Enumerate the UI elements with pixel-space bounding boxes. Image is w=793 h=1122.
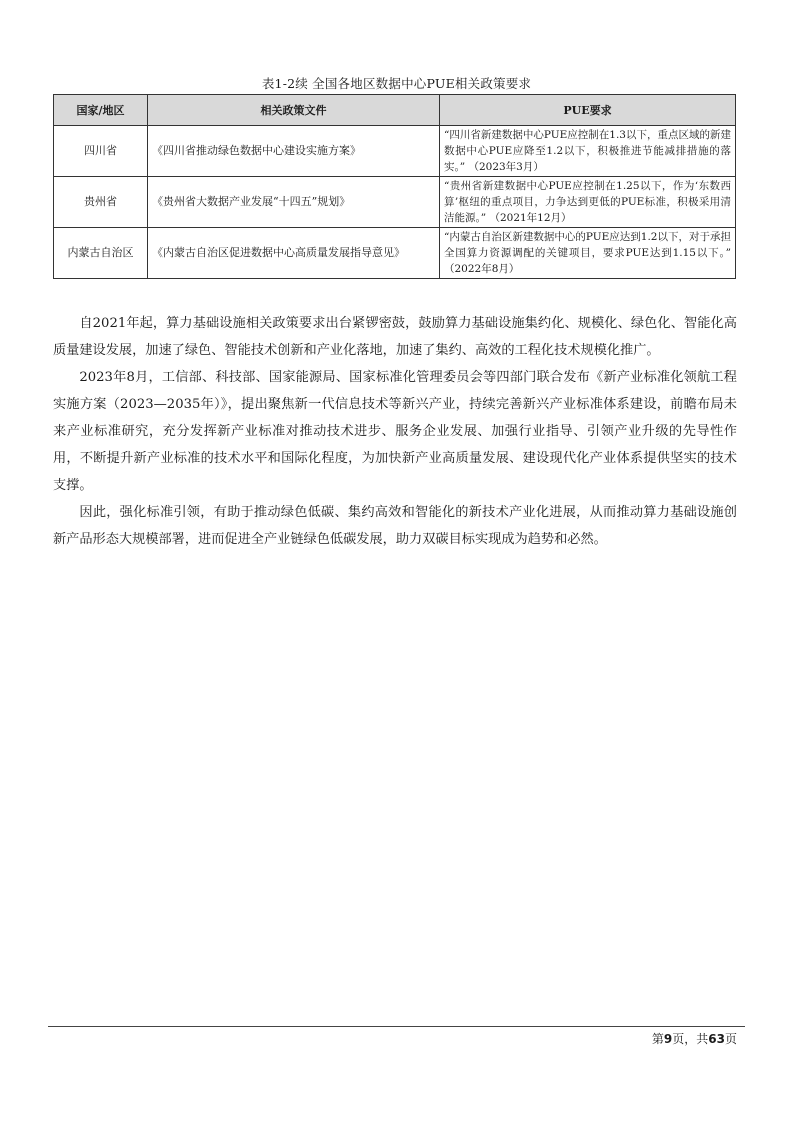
page-footer: [652, 1030, 737, 1047]
region-cell: 内蒙古自治区: [54, 228, 148, 279]
region-cell: 四川省: [54, 126, 148, 177]
paragraph: 自2021年起，算力基础设施相关政策要求出台紧锣密鼓，鼓励算力基础设施集约化、规模化、绿色化、智能化高质量建设发展，加速了绿色、智能技术创新和产业化落地，加速了集约、高效的工程化技术规模化推广。: [53, 316, 737, 358]
paragraph: 2023年8月，工信部、科技部、国家能源局、国家标准化管理委员会等四部门联合发布《新产业标准化领航工程实施方案（2023—2035年）》，提出聚焦新一代信息技术等新兴产业，持续完善新兴产业标准体系建设，前瞻布局未来产业标准研究，充分发挥新产业标准对推动技术进步、服务企业发展、加强行业指导、引领产业升级的先导性作用，不断提升新产业标准的技术水平和国际化程度，为加快新产业高质量发展、建设现代化产业体系提供坚实的技术支撑。: [53, 370, 737, 493]
table-caption: 表1-2续 全国各地区数据中心PUE相关政策要求: [261, 76, 532, 91]
header-requirement: PUE要求: [440, 95, 736, 126]
header-document: 相关政策文件: [148, 95, 440, 126]
document-cell: 《贵州省大数据产业发展“十四五”规划》: [148, 177, 440, 228]
table-row: [54, 228, 736, 279]
footer-divider: [48, 1026, 745, 1027]
requirement-cell: “内蒙古自治区新建数据中心的PUE应达到1.2以下，对于承担全国算力资源调配的关键项目，要求PUE达到1.15以下。” （2022年8月）: [440, 228, 736, 279]
page-suffix: 页: [724, 1032, 737, 1046]
header-region: 国家/地区: [54, 95, 148, 126]
page-prefix: 第: [651, 1032, 664, 1046]
pue-policy-table: [53, 94, 736, 279]
page-middle: 页，共: [672, 1032, 709, 1046]
requirement-cell: “四川省新建数据中心PUE应控制在1.3以下，重点区域的新建数据中心PUE应降至1.2以下，积极推进节能减排措施的落实。” （2023年3月）: [440, 126, 736, 177]
table-header-row: [54, 95, 736, 126]
table-row: [54, 177, 736, 228]
table-row: [54, 126, 736, 177]
document-cell: 《四川省推动绿色数据中心建设实施方案》: [148, 126, 440, 177]
page-number: 9: [663, 1032, 673, 1046]
region-cell: 贵州省: [54, 177, 148, 228]
document-cell: 《内蒙古自治区促进数据中心高质量发展指导意见》: [148, 228, 440, 279]
page-total: 63: [708, 1032, 725, 1046]
requirement-cell: “贵州省新建数据中心PUE应控制在1.25以下，作为‘东数西算’枢纽的重点项目，力争达到更低的PUE标准，积极采用清洁能源。” （2021年12月）: [440, 177, 736, 228]
paragraph: 因此，强化标准引领，有助于推动绿色低碳、集约高效和智能化的新技术产业化进展，从而推动算力基础设施创新产品形态大规模部署，进而促进全产业链绿色低碳发展，助力双碳目标实现成为趋势和必然。: [53, 505, 737, 547]
body-text: [53, 310, 737, 553]
